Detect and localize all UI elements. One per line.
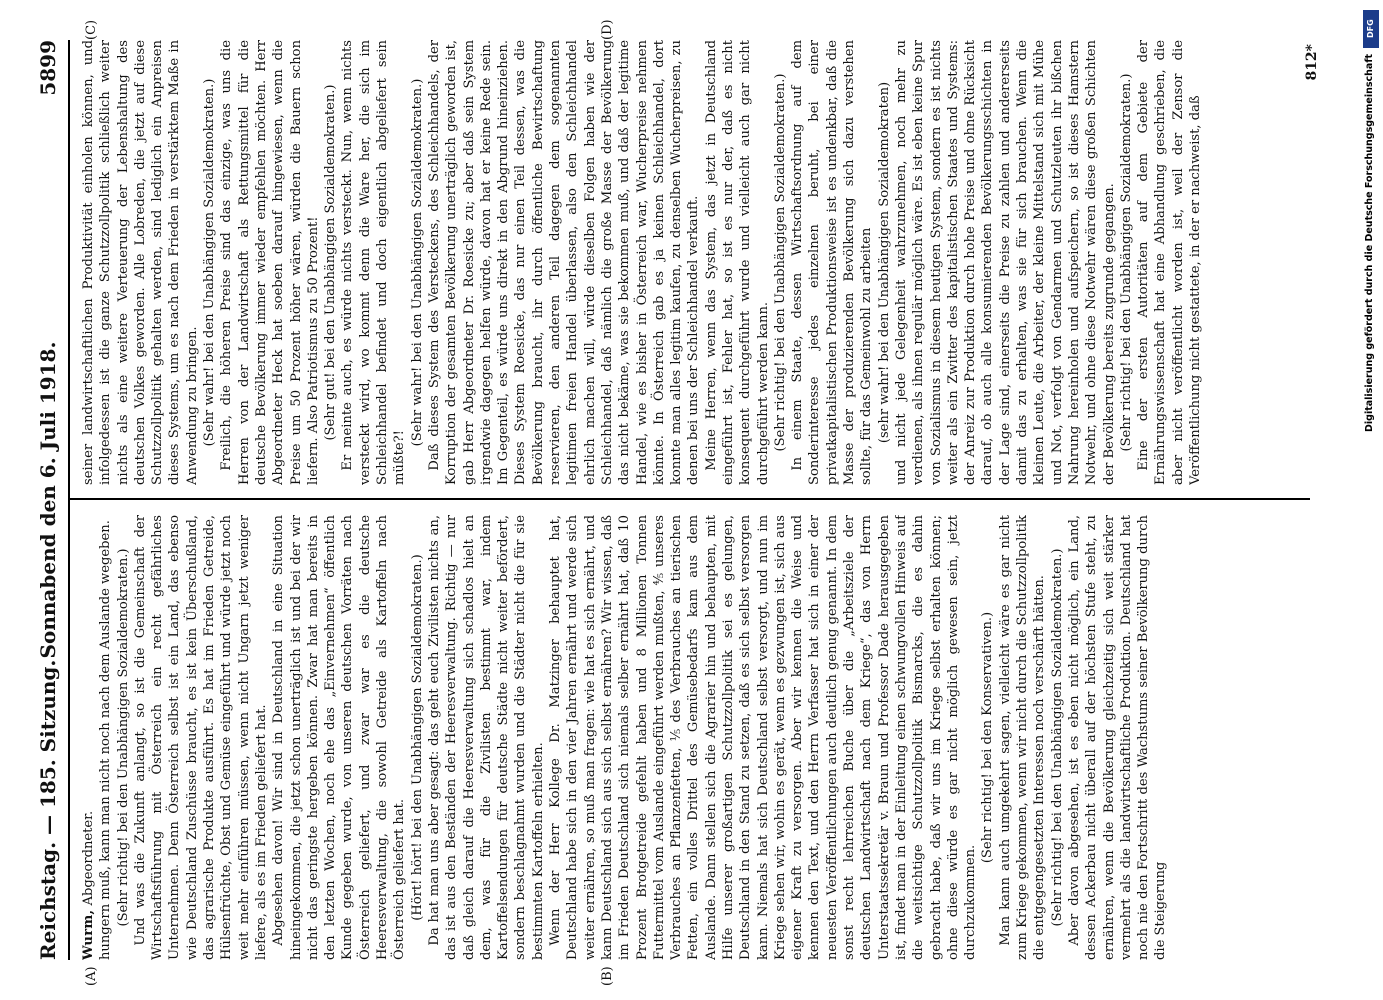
interjection: (Sehr richtig! bei den Unabhängigen Sozialdemokraten.) (772, 73, 788, 452)
paragraph: Freilich, die höheren Preise sind das einzige, was uns die Herren von der Landwirtschaft als Rettungsmittel für die deutsche Bevölkerung immer wieder empfehlen möchten. Herr Abgeordneter Heck hat soeben darauf hingewiesen, wenn die Preise um 50 Prozent höher wären, würden die Bauern schon liefern. Also Patriotismus zu 50 Prozent! (219, 40, 321, 485)
paragraph: Wenn der Herr Kollege Dr. Matzinger behauptet hat, Deutschland habe sich in den vier Jahren ernährt und werde sich weiter ernähren, so muß man fragen: wie hat es sich ernährt, und kann Deutschland sich aus sich selbst ernähren? Wir wissen, daß im Frieden Deutschland sich niemals selber ernährt hat, daß 10 Prozent Brotgetreide gefehlt haben und 8 Millionen Tonnen Futtermittel vom Auslande eingeführt werden mußten, ⅘ unseres Verbrauches an Pflanzenfetten, ⅕ des Verbrauches an tierischen Fetten, ein volles Drittel des Gemüsebedarfs kam aus dem Auslande. Dann stellen sich die Agrarier hin und behaupten, mit Hilfe unserer großartigen Schutzzollpolitik sei es gelungen, Deutschland in den Stand zu setzen, daß es sich selbst versorgen kann. Niemals hat sich Deutschland selbst versorgt, und nun im Kriege sehen wir, wohin es gerät, wenn es gezwungen ist, sich aus eigener Kraft zu versorgen. Aber wir kennen die Weise und kennen den Text, und den Herrn Verfasser hat sich in einer der neuesten Veröffentlichungen auch deutlich genug genannt. In dem sonst recht lehrreichen Buche über die „Arbeitsziele der deutschen Landwirtschaft nach dem Kriege“, das von Herrn Unterstaatssekretär v. Braun und Professor Dade herausgegeben ist, findet man in der Einleitung einen schwungvollen Hinweis auf die weitsichtige Schutzzollpolitik Bismarcks, die es dahin gebracht habe, daß wir uns im Kriege selbst erhalten können; ohne diese würde es gar nicht möglich gewesen sein, jetzt durchzukommen. (548, 515, 979, 960)
column-rule (70, 498, 1310, 500)
paragraph: hungern muß, kann man nicht noch nach dem Auslande wegeben. (98, 520, 114, 960)
page-header (36, 40, 66, 960)
paragraph: seiner landwirtschaftlichen Produktivität einholen können, und infolgedessen ist die ganze Schutzzollpolitik schließlich weiter nichts als eine weitere Verteuerung der Lebenshaltung des deutschen Volkes geworden. Alle Lobreden, die jetzt auf diese Schutzzollpolitik gehalten werden, sind lediglich ein Anpreisen dieses Systems, um es nach dem Frieden in verstärktem Maße in Anwendung zu bringen. (81, 40, 200, 485)
paragraph: Da hat man uns aber gesagt: das geht euch Zivilisten nichts an, das ist aus den Beständen der Heeresverwaltung. Richtig — nur daß gleich darauf die Heeresverwaltung sich schadlos hielt an dem, was für die Zivilisten bestimmt war, indem Kartoffelsendungen für deutsche Städte nicht weiter befördert, sondern beschlagnahmt wurden und die Städter nicht die für sie bestimmten Kartoffeln erhielten. (426, 515, 546, 960)
paragraph: Er meinte auch, es würde nichts versteckt. Nun, wenn nichts versteckt wird, wo kommt denn die Ware her, die sich im Schleichhandel befindet und doch eigentlich abgeliefert sein müßte?! (340, 40, 408, 485)
page-number: 5899 (36, 40, 60, 96)
digitization-note: Digitalisierung gefördert durch die Deutsche Forschungsgemeinschaft (1364, 54, 1375, 432)
margin-marker-c: (C) (84, 19, 99, 40)
speaker-role: Abgeordneter. (81, 810, 96, 906)
speaker-name: Wurm, (81, 909, 96, 960)
interjection: (Sehr richtig! bei den Unabhängigen Sozialdemokraten.) (1118, 73, 1134, 452)
interjection: (Sehr richtig! bei den Konservativen.) (980, 611, 996, 864)
interjection: (Sehr gut! bei den Unabhängigen Sozialdemokraten.) (323, 84, 339, 441)
right-column (80, 40, 1306, 485)
header-rule (68, 40, 70, 960)
signature-mark: 812* (1304, 44, 1320, 81)
interjection: (Sehr richtig! bei den Unabhängigen Sozialdemokraten.) (1049, 548, 1065, 927)
paragraph: Aber davon abgesehen, ist es eben nicht möglich, ein Land, dessen Ackerbau nicht überall auf der höchsten Stufe steht, zu ernähren, wenn die Bevölkerung gleichzeitig sich weit stärker vermehrt als die landwirtschaftliche Produktion. Deutschland hat noch nie den Fortschritt des Wachstums seiner Bevölkerung durch die Steigerung (1066, 515, 1169, 960)
paragraph: Eine der ersten Autoritäten auf dem Gebiete der Ernährungswissenschaft hat eine Abhandlung geschrieben, die aber nicht veröffentlicht worden ist, weil der Zensor die Veröffentlichung nicht gestattete, in der er nachweist, daß (1136, 40, 1203, 485)
left-column (80, 515, 1306, 960)
interjection: (Hört! hört! bei den Unabhängigen Sozialdemokraten.) (409, 554, 425, 921)
digitization-sidebar (1361, 10, 1381, 1000)
paragraph: Und was die Zukunft anlangt, so ist die Gemeinschaft der Wirtschaftsführung mit Österreich ein recht gefährliches Unternehmen. Denn Österreich selbst ist ein Land, das ebenso wie Deutschland Zuschüsse braucht, es ist kein Überschußland, das agrarische Produkte ausführt. Es hat im Frieden Getreide, Hülsenfrüchte, Obst und Gemüse eingeführt und würde jetzt noch weit mehr einführen müssen, wenn nicht Ungarn jetzt weniger liefere, als es im Frieden geliefert hat. (132, 515, 269, 960)
margin-marker-a: (A) (84, 966, 99, 986)
paragraph: Abgesehen davon! Wir sind in Deutschland in eine Situation hineingekommen, die jetzt schon unerträglich ist und bei der wir nicht das geringste hergeben können. Zwar hat man bereits in den letzten Wochen, noch ehe das „Einvernehmen“ öffentlich Kunde gegeben wurde, von unseren deutschen Vorräten nach Österreich geliefert, und zwar war es die deutsche Heeresverwaltung, die sowohl Getreide als Kartoffeln nach Österreich geliefert hat. (271, 515, 408, 960)
interjection: (sehr wahr! bei den Unabhängigen Sozialdemokraten) (876, 81, 892, 444)
header-date: Sonnabend den 6. Juli 1918. (36, 341, 60, 659)
speaker-line (80, 515, 97, 960)
margin-marker-d: (D) (600, 19, 615, 40)
paragraph: In einem Staate, dessen Wirtschaftsordnung auf dem Sonderinteresse jedes einzelnen beruht, bei einer privatkapitalistischen Produktionsweise ist es undenkbar, daß die Masse der produzierenden Bevölkerung sich dazu verstehen sollte, für das Gemeinwohl zu arbeiten (790, 40, 875, 485)
interjection: (Sehr wahr! bei den Unabhängigen Sozialdemokraten.) (202, 78, 218, 447)
paragraph: Man kann auch umgekehrt sagen, vielleicht wäre es gar nicht zum Kriege gekommen, wenn wir nicht durch die Schutzzollpolitik die entgegengesetzten Interessen noch verschärft hätten. (997, 515, 1048, 960)
margin-marker-b: (B) (600, 966, 615, 986)
dfg-logo-icon: DFG (1363, 10, 1379, 48)
interjection: (Sehr richtig! bei den Unabhängigen Sozialdemokraten.) (115, 548, 131, 927)
interjection: (Sehr wahr! bei den Unabhängigen Sozialdemokraten.) (409, 78, 425, 447)
paragraph: und nicht jede Gelegenheit wahrzunehmen, noch mehr zu verdienen, als ihnen regulär möglich wäre. Es ist eben keine Spur von Sozialismus in diesem heutigen System, sondern es ist nichts weiter als ein Zwitter des kapitalistischen Staates und Systems: der Anreiz zur Produktion durch hohe Preise und ohne Rücksicht darauf, ob auch alle konsumierenden Bevölkerungsschichten in der Lage sind, einerseits die Preise zu zahlen und andererseits damit das zu erhalten, was sie für sich brauchen. Wenn die kleinen Leute, die Arbeiter, der kleine Mittelstand sich mit Mühe und Not, verfolgt von Gendarmen und Schutzleuten ihr bißchen Nahrung hereinholen und aufspeichern, so ist dieses Hamstern Notwehr, und ohne diese Notwehr wären diese großen Schichten der Bevölkerung bereits zugrunde gegangen. (893, 40, 1117, 485)
header-left: Reichstag. — 185. Sitzung. (36, 659, 60, 960)
paragraph: Daß dieses System des Versteckens, des Schleichhandels, der Korruption der gesamten Bevölkerung unerträglich geworden ist, gab Herr Abgeordneter Dr. Roesicke zu; aber daß sein System irgendwie dagegen helfen würde, davon hat er keine Rede sein. Im Gegenteil, es würde uns direkt in den Abgrund hineinziehen. Dieses System Roesicke, das nur einen Teil dessen, was die Bevölkerung braucht, ihr durch öffentliche Bewirtschaftung reservieren, den anderen Teil dagegen dem sogenannten legitimen freien Handel überlassen, also den Schleichhandel ehrlich machen will, würde dieselben Folgen haben wie der Schleichhandel, daß nämlich die große Masse der Bevölkerung das nicht bekäme, was sie bekommen muß, und daß der legitime Handel, wie es bisher in Österreich war, Wucherpreise nehmen könnte. In Österreich gab es ja keinen Schleichhandel, dort konnte man alles legitim kaufen, zu denselben Wucherpreisen, zu denen bei uns der Schleichhandel verkauft. (426, 40, 702, 485)
paragraph: Meine Herren, wenn das System, das jetzt in Deutschland eingeführt ist, Fehler hat, so ist es nur der, daß es nicht konsequent durchgeführt wurde und vielleicht auch gar nicht durchgeführt werden kann. (703, 40, 771, 485)
